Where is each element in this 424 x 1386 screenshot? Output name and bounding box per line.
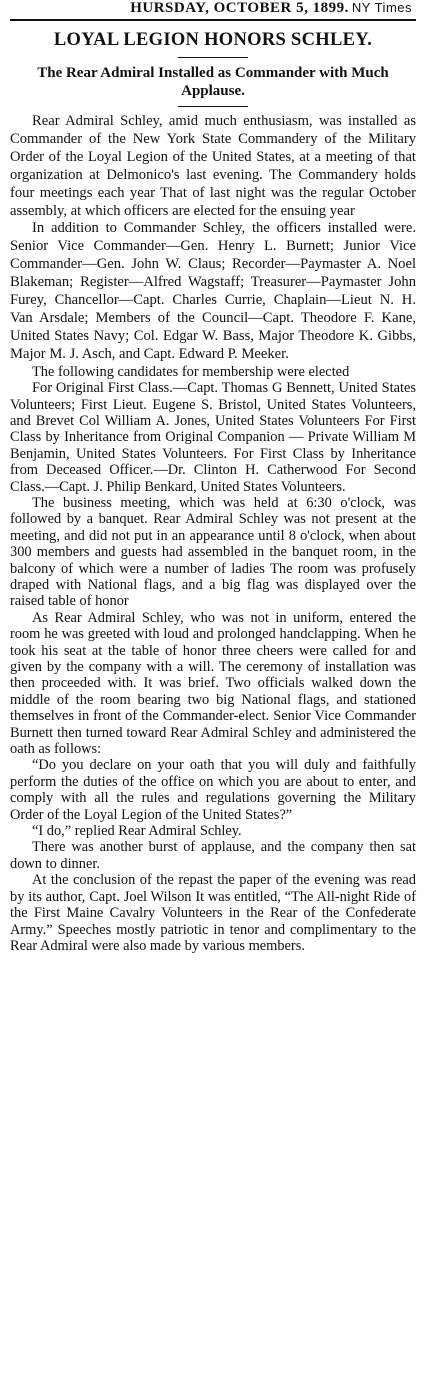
dateline-text: HURSDAY, OCTOBER 5, 1899. <box>130 0 349 16</box>
article-body-lower <box>10 364 416 955</box>
dateline <box>10 0 416 16</box>
paragraph: For Original First Class.—Capt. Thomas G Bennett, United States Volunteers; First Lieut. Eugene S. Bristol, United States Volunteers, and Brevet Col William A. Jones, United States Volunteers For First Class by Inheritance from Original Companion — Private William M Benjamin, United States Volunteers. For First Class by Inheritance from Deceased Officer.—Dr. Clinton H. Catherwood For Second Class.—Capt. J. Philip Benkard, United States Volunteers. <box>10 380 416 495</box>
paragraph: There was another burst of applause, and the company then sat down to dinner. <box>10 839 416 872</box>
paragraph: In addition to Commander Schley, the officers installed were. Senior Vice Commander—Gen. Henry L. Burnett; Junior Vice Commander—Gen. John W. Claus; Recorder—Paymaster A. Noel Blakeman; Register—Alfred Wagstaff; Treasurer—Paymaster John Furey, Chancellor—Capt. Charles Currie, Chaplain—Lieut N. H. Van Arsdale; Members of the Council—Capt. Theodore F. Kane, United States Navy; Col. Edgar W. Bass, Major Theodore K. Gibbs, Major M. J. Asch, and Capt. Edward P. Meeker. <box>10 220 416 362</box>
headline-divider <box>178 57 248 58</box>
paragraph: The following candidates for membership were elected <box>32 363 350 380</box>
headline: LOYAL LEGION HONORS SCHLEY. <box>53 30 373 50</box>
paragraph: Rear Admiral Schley, amid much enthusiasm, was installed as Commander of the New York State Commandery of the Military Order of the Loyal Legion of the United States, at a meeting of that organization at Delmonico's last evening. The Commandery holds four meetings each year That of last night was the regular October assembly, at which officers are elected for the ensuing year <box>10 113 416 219</box>
paragraph: At the conclusion of the repast the paper of the evening was read by its author, Capt. Joel Wilson It was entitled, “The All-night Ride of the First Maine Cavalry Volunteers in the Rear of the Confederate Army.” Speeches mostly patriotic in tenor and complimentary to the Rear Admiral were also made by various members. <box>10 872 416 954</box>
paragraph: As Rear Admiral Schley, who was not in uniform, entered the room he was greeted with loud and prolonged handclapping. When he took his seat at the table of honor three cheers were called for and given by the company with a will. The ceremony of installation was then proceeded with. It was brief. Two officials walked down the middle of the room bearing two big National flags, and stationed themselves in front of the Commander-elect. Senior Vice Commander Burnett then turned toward Rear Admiral Schley and administered the oath as follows: <box>10 609 416 758</box>
publication-name: NY Times <box>351 0 412 15</box>
article-body-upper <box>10 113 416 364</box>
paragraph: “I do,” replied Rear Admiral Schley. <box>32 823 242 840</box>
quotation: “Do you declare on your oath that you will duly and faithfully perform the duties of the office on which you are about to enter, and comply with all the rules and regulations governing the Military Order of the Loyal Legion of the United States?” <box>10 757 416 823</box>
deck-divider <box>178 106 248 107</box>
subheadline: The Rear Admiral Installed as Commander with Much Applause. <box>37 65 389 99</box>
top-rule <box>10 19 416 21</box>
paragraph: The business meeting, which was held at 6:30 o'clock, was followed by a banquet. Rear Admiral Schley was not present at the meeting, and did not put in an appearance until 8 o'clock, when about 300 members and guests had assembled in the banquet room, in the balcony of which were a number of ladies The room was profusely draped with National flags, and a big flag was displayed over the raised table of honor <box>10 494 416 610</box>
